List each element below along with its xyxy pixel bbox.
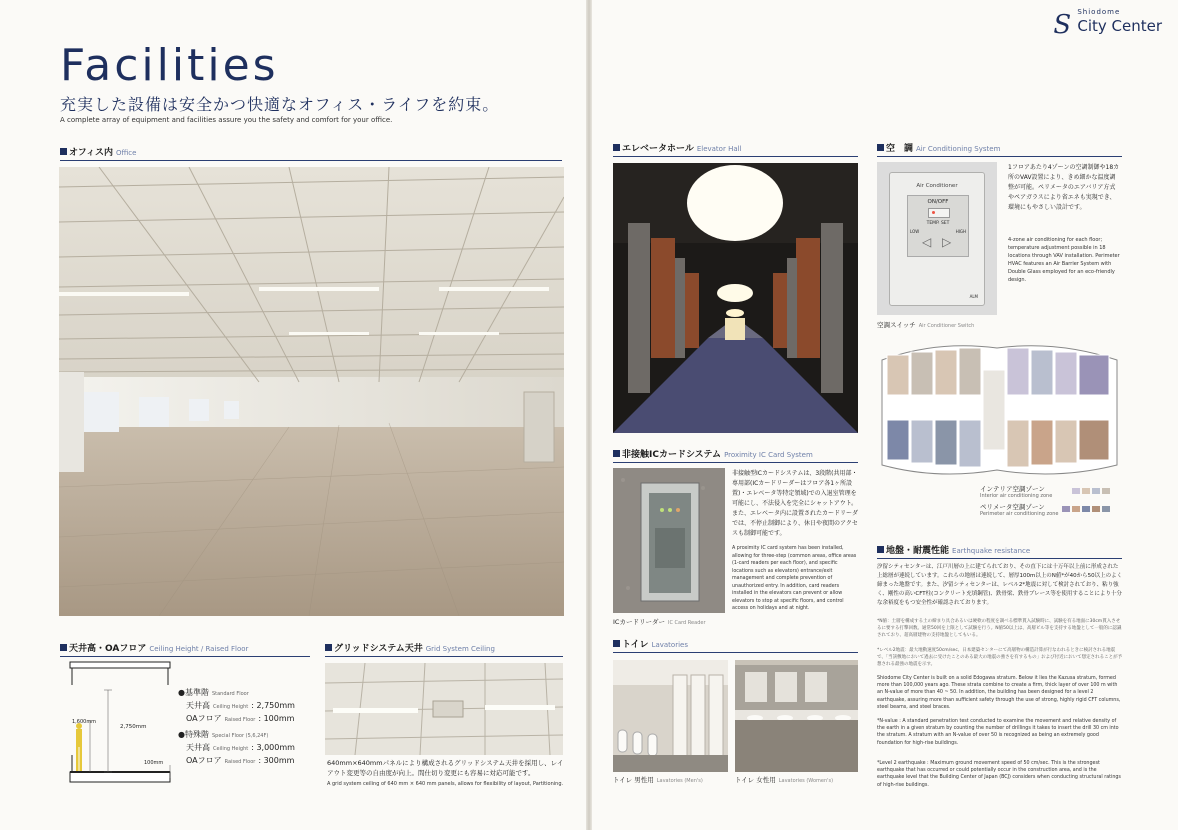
ic-caption-jp: ICカードリーダー bbox=[613, 618, 665, 626]
section-marker bbox=[613, 144, 620, 151]
legend-perimeter-en: Perimeter air conditioning zone bbox=[980, 511, 1059, 517]
logo-s-mark: S bbox=[1053, 10, 1072, 40]
elevator-heading bbox=[613, 141, 858, 157]
office-photo bbox=[59, 167, 564, 616]
mens-caption-jp: トイレ 男性用 bbox=[613, 776, 654, 784]
ic-caption-en: IC Card Reader bbox=[667, 620, 706, 626]
standard-ceiling-jp: 天井高 bbox=[186, 701, 210, 710]
toilet-heading-jp: トイレ bbox=[622, 640, 649, 650]
quake-text-jp: 汐留シティセンターは、江戸川層の上に建てられており、その直下には十万年以上前に形成された上総層が連続しています。これらの地層は連続して、層厚100m以上のN値*が40から50以上のよく締まった地盤です。また、汐留シティセンターは、レベル2*地震に対して検討されており、粘り強く、剛性の高いCFT柱(コンクリート充填鋼管)、鉄骨梁、鉄骨ブレース等を使用することにより十分な余裕度をもつ安全性が確認されております。 bbox=[877, 564, 1123, 606]
special-oa-jp: OAフロア bbox=[186, 756, 222, 765]
ac-caption-en: Air Conditioner Switch bbox=[918, 323, 975, 329]
special-floor-jp: ●特殊階 bbox=[178, 730, 209, 739]
grid-text-jp: 640mm×640mmパネルにより構成されるグリッドシステム天井を採用し、レイアウト変更等の自由度が向上。間仕切り変更にも容易に対応可能です。 bbox=[327, 759, 564, 777]
ac-heading bbox=[877, 141, 1122, 157]
section-marker bbox=[613, 450, 620, 457]
standard-oa-jp: OAフロア bbox=[186, 714, 222, 723]
logo-big-text: City Center bbox=[1077, 17, 1162, 35]
ceiling-heading-en: Ceiling Height / Raised Floor bbox=[149, 645, 249, 653]
ac-switch-photo bbox=[877, 162, 997, 315]
ac-onoff-button[interactable] bbox=[928, 208, 950, 218]
ac-alm-label: ALM bbox=[969, 294, 978, 299]
ac-switch-panel bbox=[889, 172, 985, 306]
ac-text-jp: 1フロアあたり4ゾーンの空調制御や18カ所のVAV設置により、きめ細かな温度調整が可能。ペリメータのエアバリア方式やペアガラスにより省エネも実現でき、環境にもやさしい設計です。 bbox=[1008, 164, 1120, 211]
special-ceiling-jp: 天井高 bbox=[186, 743, 210, 752]
ac-temp-up-icon[interactable]: ▷ bbox=[942, 235, 952, 249]
womens-lavatory-photo bbox=[735, 660, 858, 772]
quake-heading bbox=[877, 543, 1122, 559]
ic-text-en: A proximity IC card system has been installed, allowing for three-step (common areas, office areas (1-card readers per each floor), and specific locations such as elevators) entrance/exit management and complete prevention of unauthorized entry. In addition, card readers installed in the elevators can prevent or allow elevators to stop at specific floors, and control access on holidays and at night. bbox=[732, 546, 857, 611]
quake-note1-en: *N-value : A standard penetration test conducted to examine the movement and relative density of the earth in a given stratum by counting the number of drillings it takes to insert the drill 30 cm into the stratum. A stratum with an N-value of over 50 is recognized as being an extremely good foundation for high-rise buildings. bbox=[877, 719, 1119, 746]
special-ceiling-val: : 3,000mm bbox=[251, 743, 295, 752]
ac-high-label: HIGH bbox=[955, 229, 966, 234]
standard-floor-jp: ●基準階 bbox=[178, 688, 209, 697]
special-floor-row bbox=[178, 729, 318, 742]
special-oa-val: : 300mm bbox=[258, 756, 295, 765]
quake-heading-en: Earthquake resistance bbox=[952, 547, 1031, 555]
section-marker bbox=[877, 144, 884, 151]
dim-person-label: 1,600mm bbox=[72, 719, 97, 725]
ic-heading bbox=[613, 447, 858, 463]
legend-swatch bbox=[1082, 506, 1090, 512]
page-fold bbox=[586, 0, 592, 830]
section-marker bbox=[60, 148, 67, 155]
ac-heading-jp: 空 調 bbox=[886, 144, 914, 154]
quake-heading-jp: 地盤・耐震性能 bbox=[886, 546, 950, 556]
office-heading-jp: オフィス内 bbox=[69, 148, 114, 158]
office-heading bbox=[60, 145, 562, 161]
legend-swatch bbox=[1092, 488, 1100, 494]
ac-panel-controls bbox=[907, 195, 969, 257]
ic-card-reader-photo bbox=[613, 468, 725, 613]
grid-text-en: A grid system ceiling of 640 mm × 640 mm panels, allows for flexibility of layout, Partitioning. bbox=[327, 781, 564, 787]
grid-heading bbox=[325, 641, 563, 657]
logo-small-text: Shiodome bbox=[1077, 8, 1121, 16]
mens-lavatory-photo bbox=[613, 660, 728, 772]
standard-ceiling-row bbox=[178, 700, 318, 713]
section-marker bbox=[325, 644, 332, 651]
ceiling-heading bbox=[60, 641, 310, 657]
legend-interior bbox=[980, 484, 1052, 499]
womens-caption-jp: トイレ 女性用 bbox=[735, 776, 776, 784]
mens-caption bbox=[613, 775, 703, 784]
ac-temp-label: TEMP. SET bbox=[926, 221, 950, 226]
ac-low-label: LOW bbox=[910, 229, 920, 234]
toilet-heading bbox=[613, 637, 858, 653]
special-ceiling-en: Ceiling Height bbox=[213, 746, 249, 752]
mens-caption-en: Lavatories (Men's) bbox=[656, 778, 703, 784]
legend-interior-jp: インテリア空調ゾーン bbox=[980, 485, 1045, 493]
ic-heading-jp: 非接触ICカードシステム bbox=[622, 450, 722, 460]
ic-text-jp: 非接触型ICカードシステムは、3段階(共用部・専用部(ICカードリーダーはフロア各1ヶ所設置)・エレベータ等特定領域)での入退室管理を可能にし、不法侵入を完全にシャットアウト。また、エレベータ内に設置されたカードリーダでは、不停止制御により、休日や夜間のアクセスも制御可能です。 bbox=[732, 470, 859, 537]
ac-status-led bbox=[932, 211, 935, 214]
toilet-heading-en: Lavatories bbox=[651, 641, 688, 649]
section-marker bbox=[613, 640, 620, 647]
city-center-logo bbox=[1053, 8, 1162, 40]
grid-heading-jp: グリッドシステム天井 bbox=[334, 644, 423, 654]
page-subtitle-en: A complete array of equipment and facilities assure you the safety and comfort for your office. bbox=[60, 116, 393, 124]
special-floor-en: Special Floor (5,6,24F) bbox=[211, 733, 269, 739]
standard-oa-en: Raised Floor bbox=[224, 717, 256, 723]
ac-zone-floor-plan bbox=[877, 340, 1122, 480]
section-marker bbox=[60, 644, 67, 651]
ac-panel-title: Air Conditioner bbox=[916, 183, 958, 189]
standard-ceiling-en: Ceiling Height bbox=[213, 704, 249, 710]
ac-text-en: 4-zone air conditioning for each floor; temperature adjustment possible in 18 locations through VAV installation. Perimeter HVAC features an Air Barrier System with Double Glass employed for an eco-friendly design. bbox=[1008, 237, 1120, 283]
standard-floor-en: Standard Floor bbox=[211, 691, 249, 697]
standard-oa-val: : 100mm bbox=[258, 714, 295, 723]
standard-floor-row bbox=[178, 687, 318, 700]
standard-oa-row bbox=[178, 713, 318, 726]
ic-heading-en: Proximity IC Card System bbox=[724, 451, 813, 459]
quake-note1-jp: *N値：土層を構成する土の締まり具合あるいは硬軟の程度を調べる標準貫入試験時に、試験を有る地面に30cm貫入させるに要する打撃回数。通常50回を上限として試験を行う。N値50以上は、高層ビル等を支持する地盤として一般的に認識されており、超高層建物の支持地盤としてもいる。 bbox=[877, 619, 1122, 638]
special-oa-en: Raised Floor bbox=[224, 759, 256, 765]
womens-caption bbox=[735, 775, 833, 784]
ac-caption-jp: 空調スイッチ bbox=[877, 321, 916, 329]
legend-swatch bbox=[1072, 488, 1080, 494]
ceiling-spec-list bbox=[178, 687, 318, 768]
legend-swatch bbox=[1062, 506, 1070, 512]
grid-ceiling-photo bbox=[325, 663, 563, 755]
legend-swatch bbox=[1102, 488, 1110, 494]
quake-text-en: Shiodome City Center is built on a solid Edogawa stratum. Below it lies the Kazusa stratum, formed more than 100,000 years ago. These strata combine to create a firm, thick layer of over 100 m with an N-value of more than 40 ~ 50. In addition, the building has been designed for a level 2 earthquake, assuring more than sufficient safety through the use of strong, highly rigid CFT columns, steel beams, and steel braces. bbox=[877, 676, 1121, 710]
standard-ceiling-val: : 2,750mm bbox=[251, 701, 295, 710]
dim-floor-label: 100mm bbox=[144, 760, 164, 766]
legend-perimeter bbox=[980, 502, 1058, 517]
page-subtitle-jp: 充実した設備は安全かつ快適なオフィス・ライフを約束。 bbox=[60, 95, 500, 114]
special-ceiling-row bbox=[178, 742, 318, 755]
ceiling-heading-jp: 天井高・OAフロア bbox=[69, 644, 147, 654]
ic-caption bbox=[613, 617, 706, 626]
elevator-hall-photo bbox=[613, 163, 858, 433]
section-marker bbox=[877, 546, 884, 553]
office-heading-en: Office bbox=[116, 149, 137, 157]
quake-note2-jp: *レベル2地震：最大地動速度50cm/sec、日本建築センターにて高層物の構造計算が行なわれるときに検討される地震で、「当該敷地において過去に受けたことのある最大の地震の強さを有するもの」および付近において想定されることが予想される最強の地震を示す。 bbox=[877, 648, 1123, 667]
special-oa-row bbox=[178, 755, 318, 768]
legend-perimeter-jp: ペリメータ空調ゾーン bbox=[980, 503, 1045, 511]
quake-note2-en: *Level 2 earthquake : Maximum ground movement speed of 50 cm/sec. This is the strongest earthquake that has occurred or could potentially occur in the construction area, and is the earthquake level that the Building Center of Japan (BCJ) considers when conducting structural ratings of high-rise buildings. bbox=[877, 761, 1121, 788]
page-title: Facilities bbox=[60, 40, 279, 91]
legend-swatch bbox=[1072, 506, 1080, 512]
ac-heading-en: Air Conditioning System bbox=[916, 145, 1001, 153]
ac-temp-down-icon[interactable]: ◁ bbox=[922, 235, 932, 249]
ac-caption bbox=[877, 320, 974, 329]
dim-height-label: 2,750mm bbox=[120, 724, 147, 730]
ac-onoff-label: ON/OFF bbox=[927, 199, 949, 205]
legend-swatch bbox=[1092, 506, 1100, 512]
womens-caption-en: Lavatories (Women's) bbox=[778, 778, 834, 784]
legend-interior-en: Interior air conditioning zone bbox=[980, 493, 1053, 499]
legend-swatch bbox=[1102, 506, 1110, 512]
grid-heading-en: Grid System Ceiling bbox=[425, 645, 495, 653]
legend-swatch bbox=[1082, 488, 1090, 494]
elevator-heading-en: Elevator Hall bbox=[696, 145, 742, 153]
elevator-heading-jp: エレベータホール bbox=[622, 144, 694, 154]
